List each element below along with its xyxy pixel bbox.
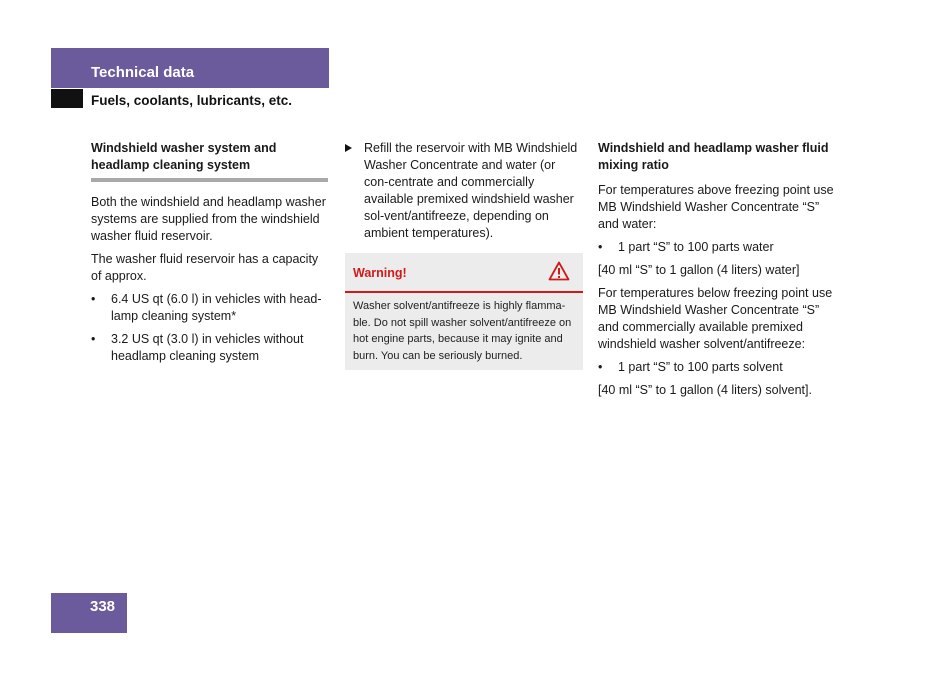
paragraph: [40 ml “S” to 1 gallon (4 liters) solvent]. [598,383,812,397]
header-bar [51,48,329,88]
instruction-text: Refill the reservoir with MB Windshield Washer Concentrate and water (or con-centrate and commercially available premixed windshield washer sol-vent/antifreeze, depending on ambient temperatures). [364,141,578,240]
column-1-heading [91,140,328,182]
paragraph: For temperatures above freezing point use MB Windshield Washer Concentrate “S” and water: [598,183,834,231]
column-1 [91,140,328,371]
paragraph: For temperatures below freezing point use MB Windshield Washer Concentrate “S” and commercially available premixed windshield washer solvent/antifreeze: [598,286,833,351]
arrow-right-icon [345,144,352,152]
list-item-text: 6.4 US qt (6.0 l) in vehicles with head-lamp cleaning system* [111,292,322,323]
paragraph: [40 ml “S” to 1 gallon (4 liters) water] [598,263,800,277]
warning-text: Washer solvent/antifreeze is highly flamma-ble. Do not spill washer solvent/antifreeze on hot engine parts, because it may ignite and burn. You can be seriously burned. [353,300,572,362]
bullet-icon: • [91,332,96,346]
paragraph: The washer fluid reservoir has a capacity of approx. [91,252,319,283]
paragraph: Both the windshield and headlamp washer systems are supplied from the windshield washer fluid reservoir. [91,195,326,243]
list-item-text: 1 part “S” to 100 parts solvent [618,360,783,374]
column-3 [598,140,838,405]
list-item-text: 3.2 US qt (3.0 l) in vehicles without headlamp cleaning system [111,332,304,363]
warning-box [345,253,583,370]
list-item [598,359,838,376]
bullet-icon: • [598,360,603,374]
list-item [598,239,838,256]
instruction-step [345,140,583,242]
column-3-heading-line1: Windshield and headlamp washer fluid [598,141,829,155]
column-1-heading-line2: headlamp cleaning system [91,158,251,172]
warning-label: Warning! [353,266,407,280]
warning-triangle-icon [548,261,570,286]
list-item [91,291,328,325]
section-marker [51,89,83,108]
column-3-heading [598,140,838,174]
column-3-heading-line2: mixing ratio [598,158,669,172]
column-2 [345,140,583,242]
list-item [91,331,328,365]
warning-header [345,253,583,293]
bullet-icon: • [598,240,603,254]
column-1-heading-line1: Windshield washer system and [91,141,277,155]
chapter-title: Technical data [91,64,195,81]
list-item-text: 1 part “S” to 100 parts water [618,240,774,254]
bullet-icon: • [91,292,96,306]
section-title: Fuels, coolants, lubricants, etc. [91,93,293,108]
page-number: 338 [90,598,116,615]
page-number-box [51,593,127,633]
